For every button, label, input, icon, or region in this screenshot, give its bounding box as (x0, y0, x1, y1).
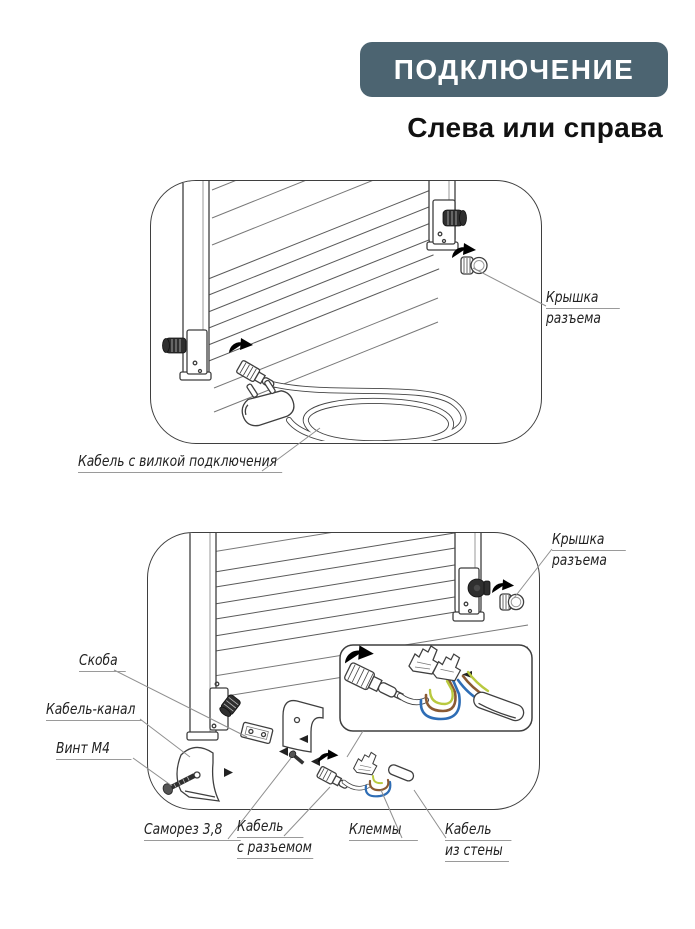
label-cable-with-plug: Кабель с вилкой подключения (78, 452, 282, 473)
towel-rail-drawing-2 (161, 484, 532, 801)
leader-line (514, 549, 552, 598)
leader-line (473, 268, 546, 306)
connector-socket-icon (163, 338, 187, 353)
cable-channel-cover-drawing (177, 747, 219, 801)
connector-cap-drawing-2 (500, 594, 524, 610)
connector-cap-drawing-1 (461, 257, 487, 274)
cable-connector-plug-icon (316, 766, 350, 792)
label-cable-channel: Кабель-канал (46, 700, 142, 721)
label-cable-with-connector: Кабель с разъемом (237, 817, 314, 859)
rotate-arrow-icon (492, 579, 514, 593)
label-connector-cap-2: Крышка разъема (552, 530, 626, 570)
leader-line (133, 758, 172, 786)
right-post-1 (427, 168, 467, 250)
label-connector-cap-1: Крышка разъема (546, 288, 620, 328)
connector-assembly-small (316, 749, 415, 796)
connector-socket-icon (443, 210, 467, 226)
label-m4-screw: Винт М4 (56, 739, 131, 760)
label-bracket: Скоба (79, 651, 126, 672)
rail-tubes-1 (203, 189, 439, 412)
section-header-badge: ПОДКЛЮЧЕНИЕ (360, 42, 668, 97)
leader-line (347, 731, 363, 757)
cable-channel-base-drawing (283, 701, 323, 752)
label-wall-cable: Кабель из стены (445, 820, 511, 862)
leader-line (140, 719, 190, 757)
wall-cable-drawing (387, 763, 415, 782)
left-post-1 (163, 168, 212, 380)
leader-line (414, 790, 446, 838)
right-post-2 (453, 520, 490, 621)
rotate-arrow-icon (318, 749, 338, 762)
towel-rail-drawing-1 (163, 100, 488, 444)
assembly-arrow-icon (224, 768, 233, 777)
connector-socket-icon (468, 579, 490, 597)
left-post-2 (187, 520, 242, 740)
label-self-tapping-screw: Саморез 3,8 (144, 820, 240, 841)
inset-detail-box (340, 645, 532, 731)
terminal-clamp-drawing (354, 752, 377, 774)
power-cable-drawing (229, 338, 464, 444)
label-terminals: Клеммы (349, 820, 418, 841)
bracket-drawing (240, 722, 273, 744)
assembly-arrow-icon (279, 747, 288, 756)
page-subtitle: Слева или справа (407, 112, 663, 143)
